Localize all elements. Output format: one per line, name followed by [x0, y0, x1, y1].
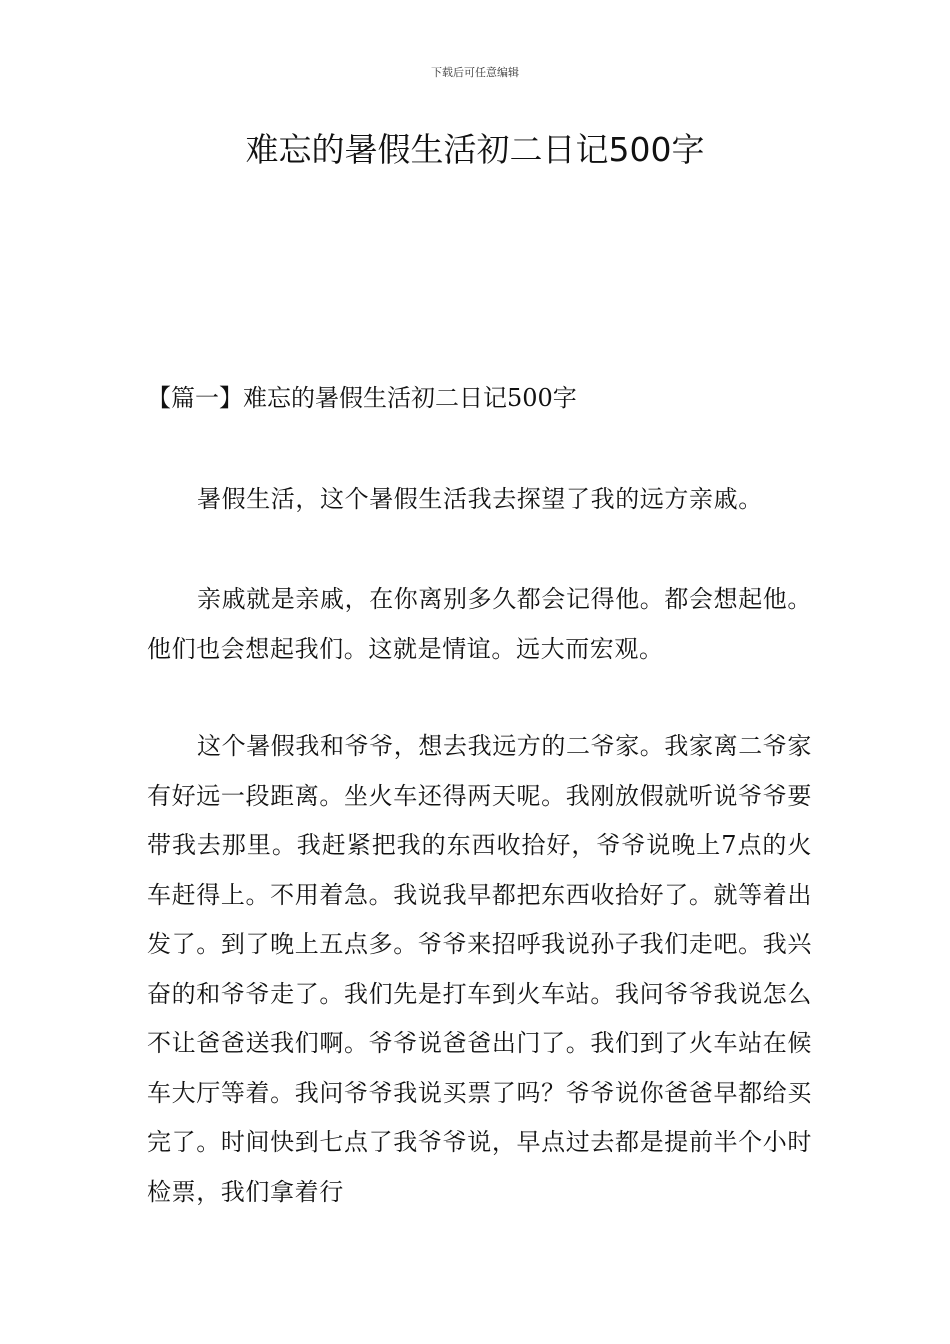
header-note: 下载后可任意编辑	[431, 66, 519, 79]
paragraph-2: 亲戚就是亲戚，在你离别多久都会记得他。都会想起他。他们也会想起我们。这就是情谊。远大而宏观。	[147, 585, 812, 663]
paragraph-1: 暑假生活，这个暑假生活我去探望了我的远方亲戚。	[197, 485, 763, 513]
document-title: 难忘的暑假生活初二日记500字	[245, 130, 705, 169]
section-heading: 【篇一】难忘的暑假生活初二日记500字	[147, 384, 577, 412]
paragraph-3: 这个暑假我和爷爷，想去我远方的二爷家。我家离二爷家有好远一段距离。坐火车还得两天呢。我刚放假就听说爷爷要带我去那里。我赶紧把我的东西收拾好，爷爷说晚上7点的火车赶得上。不用着急。我说我早都把东西收拾好了。就等着出发了。到了晚上五点多。爷爷来招呼我说孙子我们走吧。我兴奋的和爷爷走了。我们先是打车到火车站。我问爷爷我说怎么不让爸爸送我们啊。爷爷说爸爸出门了。我们到了火车站在候车大厅等着。我问爷爷我说买票了吗？爷爷说你爸爸早都给买完了。时间快到七点了我爷爷说，早点过去都是提前半个小时检票，我们拿着行	[147, 732, 812, 1206]
